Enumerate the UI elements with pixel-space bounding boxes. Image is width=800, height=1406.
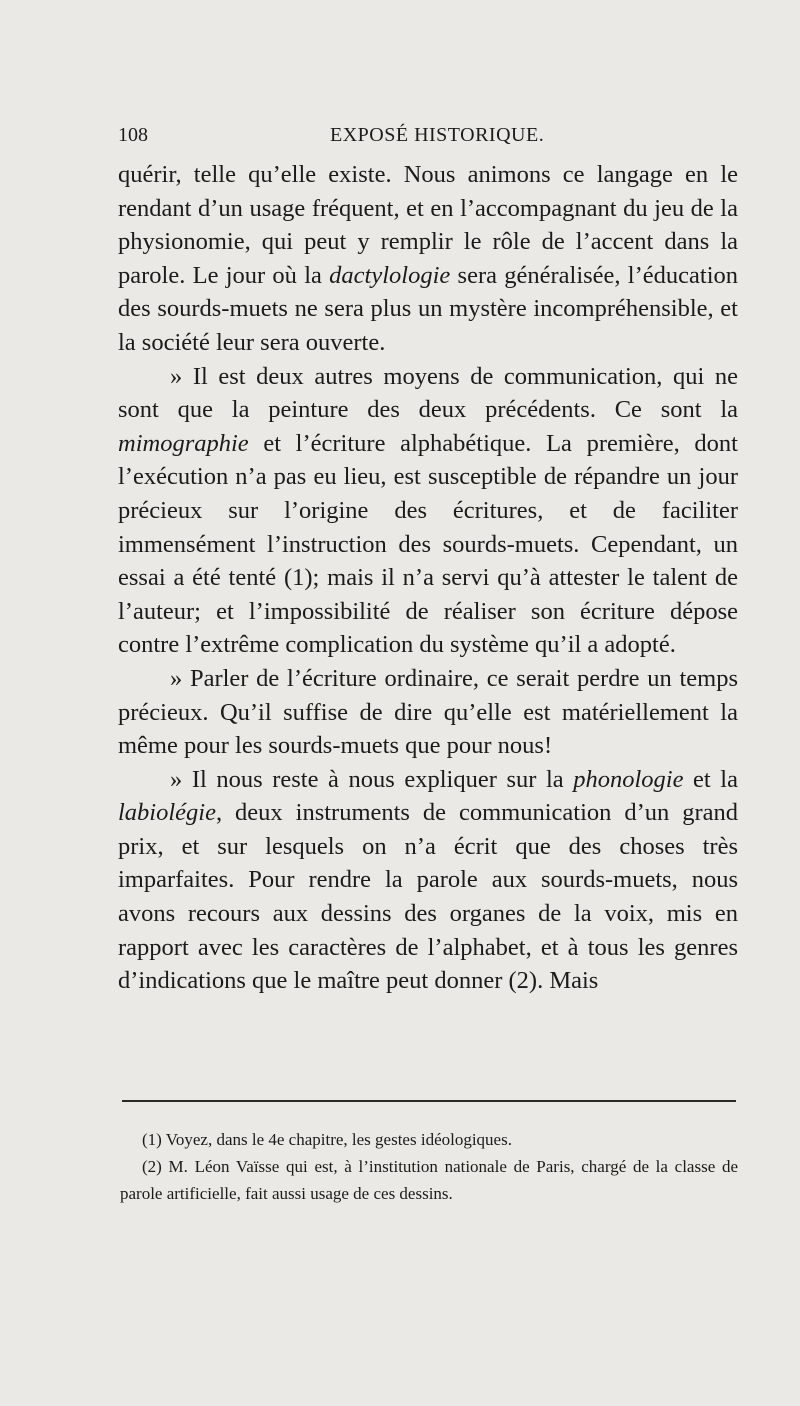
- page-header: [118, 124, 738, 154]
- footnote-1: (1) Voyez, dans le 4e chapitre, les gestes idéologiques.: [142, 1130, 512, 1149]
- paragraph-3-text: » Parler de l’écriture ordinaire, ce serait perdre un temps précieux. Qu’il suffise de dire qu’elle est matériellement la même pour les sourds-muets que pour nous!: [118, 664, 738, 760]
- main-text: [118, 158, 738, 998]
- term-mimographie: mimographie: [118, 429, 249, 457]
- footnote-divider: [122, 1100, 736, 1102]
- page-number: 108: [118, 124, 148, 146]
- paragraph-2: [118, 360, 738, 662]
- paragraph-1-text-a: quérir, telle qu’elle existe. Nous animons ce langage en le rendant d’un usage fréquent, et en l’accompagnant du jeu de la physionomie, qui peut y remplir le rôle de l’accent dans la parole. Le jour où la: [118, 161, 738, 289]
- paragraph-2-text-a: » Il est deux autres moyens de communication, qui ne sont que la peinture des deux précédents. Ce sont la: [118, 362, 738, 424]
- footnote-2: (2) M. Léon Vaïsse qui est, à l’institution nationale de Paris, chargé de la classe de parole artificielle, fait aussi usage de ces dessins.: [120, 1157, 738, 1203]
- paragraph-2-text-b: et l’écriture alphabétique. La première, dont l’exécution n’a pas eu lieu, est susceptible de répandre un jour précieux sur l’origine des écritures, et de faciliter immensément l’instruction des sourds-muets. Cependant, un essai a été tenté (1); mais il n’a servi qu’à attester le talent de l’auteur; et l’impossibilité de réaliser son écriture dépose contre l’extrême complication du système qu’il a adopté.: [118, 429, 738, 659]
- paragraph-1-text-b: sera généralisée, l’éducation des sourds-muets ne sera plus un mystère incompréhensible, et la société leur sera ouverte.: [118, 261, 739, 356]
- term-phonologie: phonologie: [573, 765, 684, 793]
- footnotes: [120, 1126, 738, 1207]
- term-labiolegie: labiolégie: [118, 799, 216, 827]
- paragraph-4-text-c: , deux instruments de communication d’un grand prix, et sur lesquels on n’a écrit que des choses très imparfaites. Pour rendre la parole aux sourds-muets, nous avons recours aux dessins des organes de la voix, mis en rapport avec les caractères de l’alphabet, et à tous les genres d’indications que le maître peut donner (2). Mais: [118, 799, 738, 995]
- term-dactylologie: dactylologie: [329, 261, 451, 289]
- paragraph-3: [118, 662, 738, 763]
- paragraph-4-text-b: et la: [683, 765, 738, 793]
- paragraph-1: [118, 158, 738, 360]
- paragraph-4-text-a: » Il nous reste à nous expliquer sur la: [170, 765, 574, 793]
- paragraph-4: [118, 763, 738, 998]
- running-head: EXPOSÉ HISTORIQUE.: [330, 124, 545, 146]
